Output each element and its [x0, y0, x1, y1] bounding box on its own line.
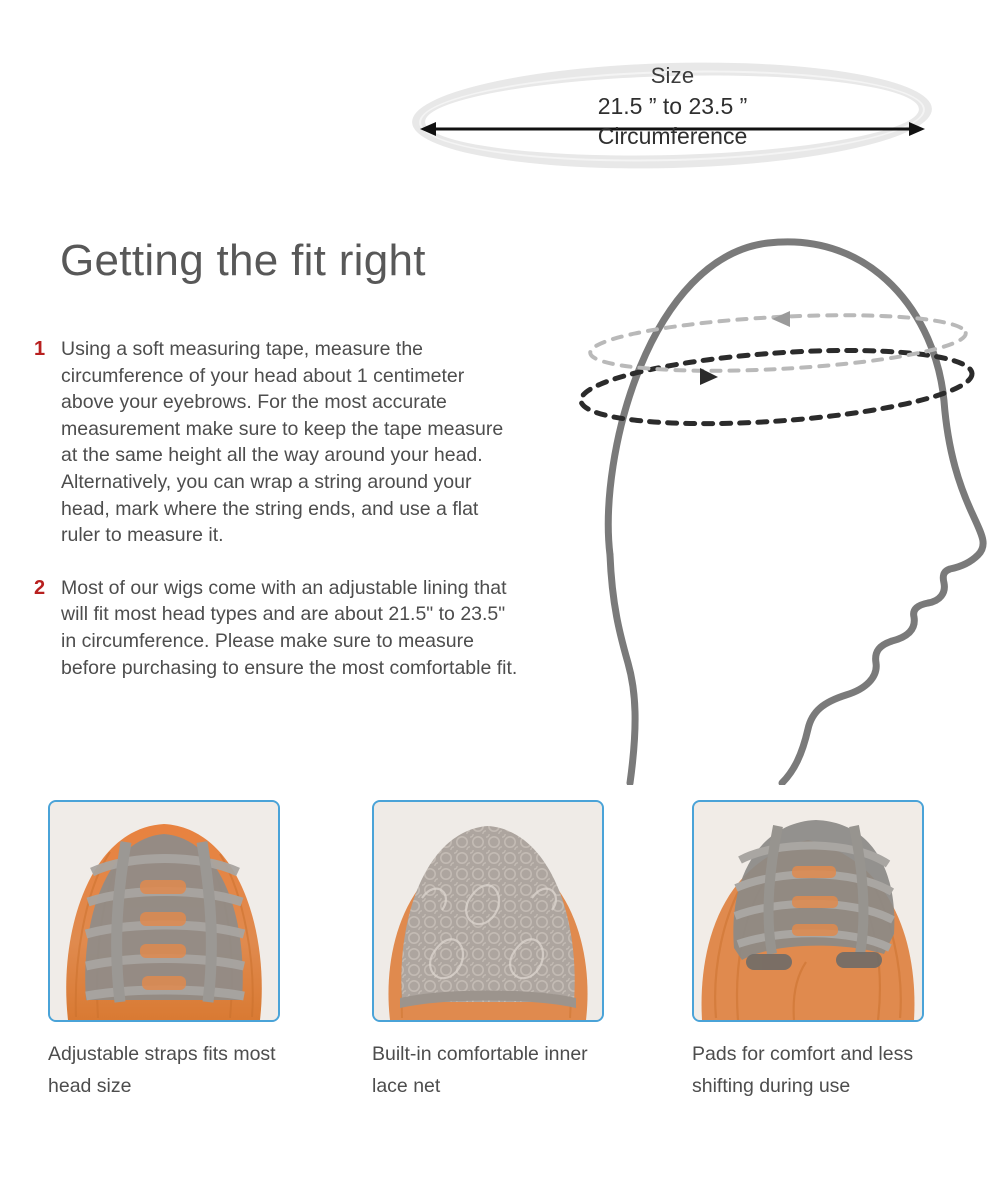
- wig-cap-lace-net-image: [372, 800, 604, 1022]
- step-text: Using a soft measuring tape, measure the circumference of your head about 1 centimeter above your eyebrows. For the most accurate measurement make sure to keep the tape measure at the same height all the way around your head. Alternatively, you can wrap a string around your head, mark where the string ends, and use a flat ruler to measure it.: [61, 338, 504, 547]
- size-band: [400, 45, 945, 180]
- instruction-step: [34, 336, 519, 549]
- feature-card-caption: Adjustable straps fits most head size: [48, 1043, 276, 1097]
- feature-card-caption: Pads for comfort and less shifting during use: [692, 1043, 914, 1097]
- size-label: Size: [650, 63, 695, 88]
- feature-card: [372, 800, 604, 1102]
- feature-card: [48, 800, 280, 1102]
- step-number: 1: [34, 338, 46, 360]
- wig-cap-pads-image: [692, 800, 924, 1022]
- head-profile-icon: [520, 205, 990, 785]
- step-number: 2: [34, 576, 46, 599]
- head-measurement-diagram: [520, 205, 990, 785]
- instruction-steps: [34, 336, 519, 707]
- feature-card: [692, 800, 924, 1102]
- size-value: 21.5 ” to 23.5 ”: [597, 93, 748, 119]
- instruction-step: [34, 575, 519, 681]
- feature-card-caption: Built-in comfortable inner lace net: [372, 1043, 588, 1097]
- page-title: Getting the fit right: [60, 236, 426, 285]
- feature-cards: [0, 800, 1000, 1160]
- step-text: Most of our wigs come with an adjustable lining that will fit most head types and are about 21.5" to 23.5" in circumference. Please make sure to measure before purchasing to ensure the most comfortable fit.: [61, 576, 518, 679]
- size-circumference-label: Circumference: [597, 123, 748, 149]
- wig-cap-adjustable-straps-image: [48, 800, 280, 1022]
